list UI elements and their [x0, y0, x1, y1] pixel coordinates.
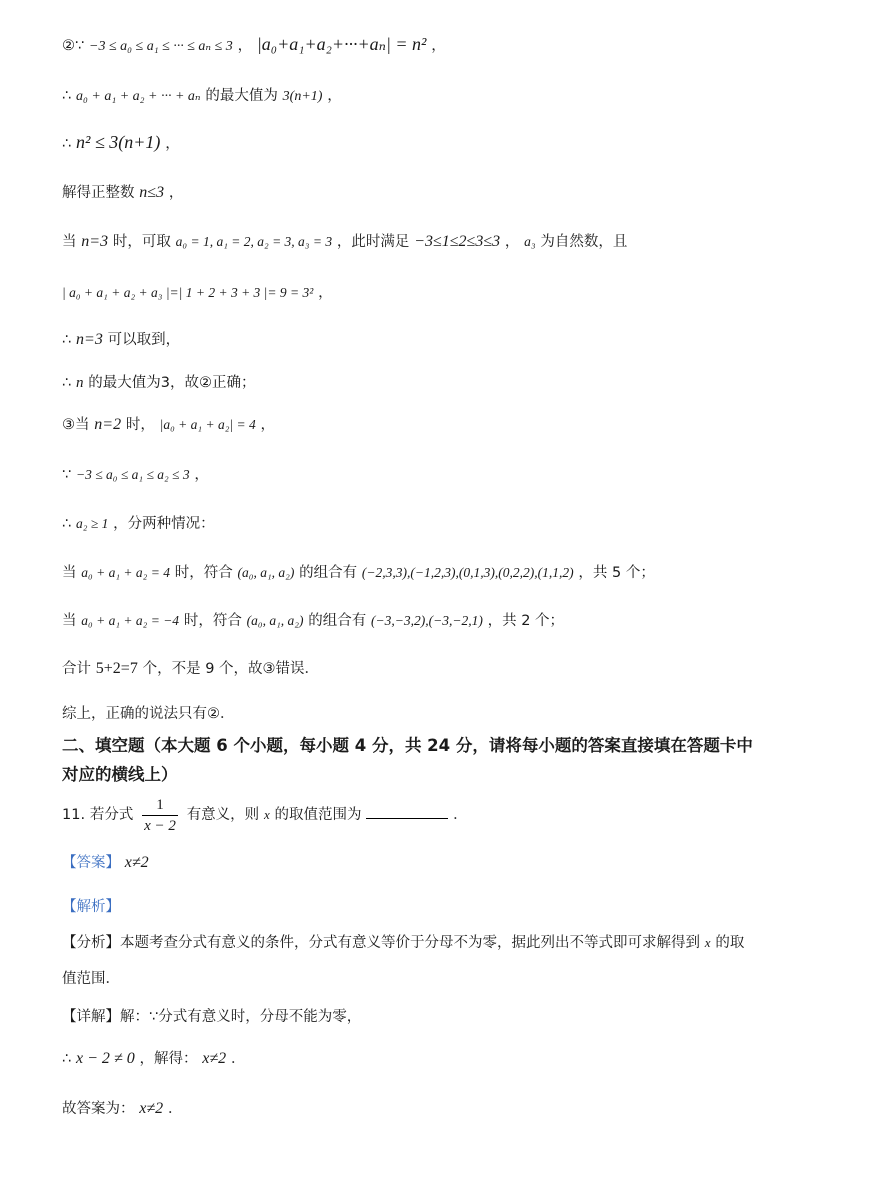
text: 值范围．	[62, 971, 120, 987]
text: 个，不是 9 个，故③错误．	[142, 661, 320, 677]
section-heading-line-2: 对应的横线上）	[62, 765, 178, 784]
solution-line-9	[62, 413, 275, 436]
math-absolute-sum: |a₀+a₁+a₂+···+aₙ| = n²	[256, 34, 427, 54]
solution-line-10	[62, 463, 209, 486]
detail-line-2	[62, 1047, 245, 1070]
text: 的组合有	[299, 565, 358, 581]
text: ，此时满足	[336, 234, 410, 250]
text: ，	[168, 185, 184, 201]
text: ，共 5 个；	[578, 565, 655, 581]
fraction-denominator: x − 2	[142, 815, 178, 836]
text: ，	[194, 467, 209, 483]
text: 本题考查分式有意义的条件，分式有意义等价于分母不为零，据此列出不等式即可求解得到	[120, 935, 700, 951]
text: ，	[327, 88, 342, 104]
text: ∴	[62, 332, 72, 348]
math-var: x	[704, 935, 711, 950]
question-11	[62, 794, 468, 836]
math-equation: | a₀ + a₁ + a₂ + a₃ |=| 1 + 2 + 3 + 3 |= 9 = 3²	[62, 285, 314, 300]
math-inequality-chain: −3 ≤ a₀ ≤ a₁ ≤ ··· ≤ aₙ ≤ 3	[89, 39, 233, 54]
text: ，分两种情况：	[113, 516, 215, 532]
fenxi-tag: 【分析】	[62, 935, 120, 951]
text: 的取值范围为	[274, 807, 362, 823]
math-tuple: (a₀, a₁, a₂)	[237, 565, 295, 580]
solution-line-15	[62, 702, 235, 725]
math-result: x≠2	[139, 1100, 164, 1117]
text: ∵	[62, 467, 72, 483]
solution-line-14	[62, 657, 319, 680]
math-var: a₃	[524, 234, 536, 249]
text: ，共 2 个；	[487, 613, 565, 629]
math-var: x	[263, 807, 270, 822]
text: ∴	[62, 375, 72, 391]
text: 解得正整数	[62, 185, 135, 201]
conclusion-text: 综上，正确的说法只有②．	[62, 706, 235, 722]
math-inequality: n² ≤ 3(n+1)	[76, 132, 161, 152]
fraction	[142, 795, 178, 836]
text: ∴	[62, 88, 72, 104]
math-assignment: a₀ = 1, a₁ = 2, a₂ = 3, a₃ = 3	[175, 234, 333, 249]
math-n-value: n=2	[94, 416, 122, 433]
solution-line-13	[62, 609, 564, 632]
text: 当	[62, 613, 77, 629]
text: ，	[318, 285, 333, 301]
section-heading	[62, 731, 753, 761]
detail-tag: 【详解】	[62, 1009, 120, 1025]
section-heading-line-1: 二、填空题（本大题 6 个小题，每小题 4 分，共 24 分，请将每小题的答案直接填在答题卡中	[62, 736, 753, 755]
solution-line-3	[62, 131, 180, 155]
text: ∴	[62, 516, 72, 532]
fenxi-line-2	[62, 967, 120, 990]
text: 的组合有	[308, 613, 367, 629]
math-sum: a₀ + a₁ + a₂ + ··· + aₙ	[76, 89, 201, 104]
text: ，	[431, 38, 446, 54]
text: 当	[62, 565, 77, 581]
math-sum: 5+2=7	[95, 660, 138, 677]
text: ②∵	[62, 38, 85, 54]
math-check: −3≤1≤2≤3≤3	[414, 233, 501, 250]
text: 当	[62, 234, 77, 250]
text: 时，	[125, 417, 155, 433]
math-combinations: (−3,−3,2),(−3,−2,1)	[371, 613, 483, 628]
text: 解：∵分式有意义时，分母不能为零，	[120, 1009, 362, 1025]
math-inequality: a₂ ≥ 1	[76, 516, 109, 531]
math-n-value: n=3	[81, 233, 109, 250]
text: ，	[260, 417, 276, 433]
solution-line-2	[62, 84, 342, 108]
text: 故答案为：	[62, 1101, 135, 1117]
solution-line-4	[62, 181, 183, 204]
text: ③当	[62, 417, 90, 433]
text: ∴	[62, 136, 72, 152]
answer-line	[62, 851, 149, 874]
text: ，解得：	[139, 1051, 198, 1067]
detail-line-1	[62, 1005, 361, 1028]
fraction-numerator: 1	[156, 796, 164, 813]
text: ，	[504, 234, 520, 250]
math-inequality-chain: −3 ≤ a₀ ≤ a₁ ≤ a₂ ≤ 3	[76, 467, 190, 482]
text: 的取	[715, 935, 745, 951]
text: 为自然数，且	[540, 234, 628, 250]
final-answer-line	[62, 1097, 182, 1120]
text: ，	[165, 136, 180, 152]
solution-line-12	[62, 561, 655, 584]
text: 合计	[62, 661, 91, 677]
text: 有意义，则	[186, 807, 260, 823]
math-n-value: n=3	[76, 331, 103, 348]
text: 时，可取	[112, 234, 171, 250]
text: ，	[237, 38, 253, 54]
answer-tag: 【答案】	[62, 855, 120, 871]
text: 的最大值为	[205, 88, 278, 104]
answer-value: x≠2	[124, 854, 149, 871]
text: 可以取到，	[107, 332, 181, 348]
text: 时，符合	[183, 613, 242, 629]
math-combinations: (−2,3,3),(−1,2,3),(0,1,3),(0,2,2),(1,1,2)	[361, 565, 574, 580]
math-tuple: (a₀, a₁, a₂)	[246, 613, 304, 628]
analysis-tag: 【解析】	[62, 899, 120, 915]
math-var: n	[76, 375, 84, 391]
math-abs-equation: |a₀ + a₁ + a₂| = 4	[159, 417, 256, 432]
solution-line-6	[62, 281, 333, 304]
solution-line-5	[62, 230, 627, 253]
solution-line-8	[62, 371, 256, 394]
solution-line-7	[62, 328, 180, 351]
math-max-value: 3(n+1)	[282, 89, 323, 104]
text: 若分式	[89, 807, 134, 823]
solution-line-1	[62, 33, 446, 58]
math-result: n≤3	[139, 184, 165, 201]
fenxi-line-1	[62, 931, 744, 954]
math-equation: a₀ + a₁ + a₂ = −4	[81, 613, 180, 628]
solution-line-11	[62, 512, 215, 535]
text: 时，符合	[174, 565, 233, 581]
text: ．	[230, 1051, 246, 1067]
math-result: x≠2	[202, 1050, 227, 1067]
answer-blank	[366, 804, 448, 819]
question-number: 11.	[62, 807, 86, 823]
math-inequality: x − 2 ≠ 0	[76, 1050, 135, 1067]
text: ．	[453, 807, 468, 823]
text: ．	[167, 1101, 183, 1117]
text: ∴	[62, 1051, 72, 1067]
text: 的最大值为3，故②正确；	[88, 375, 256, 391]
math-equation: a₀ + a₁ + a₂ = 4	[81, 565, 170, 580]
section-heading-cont	[62, 760, 178, 790]
analysis-tag-line	[62, 895, 120, 918]
